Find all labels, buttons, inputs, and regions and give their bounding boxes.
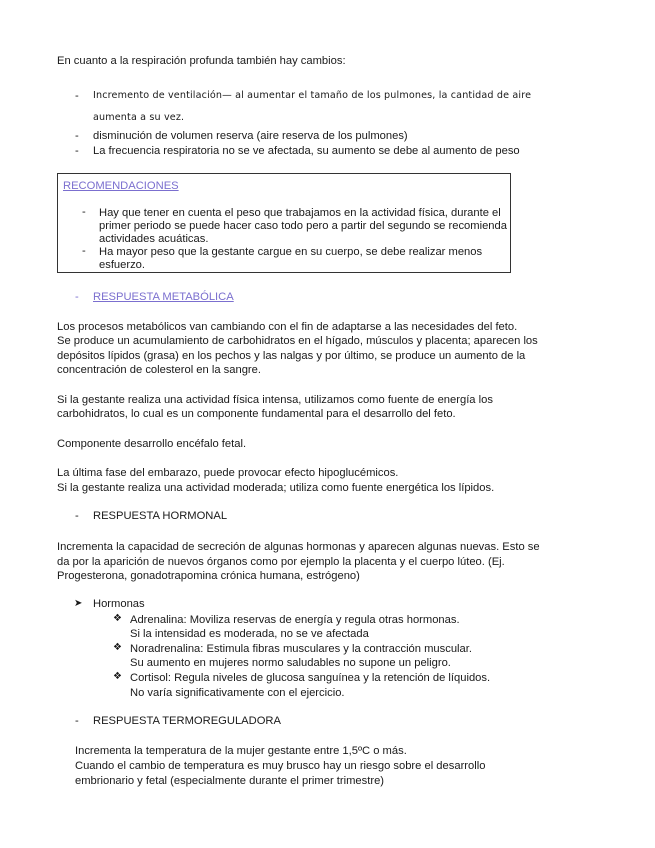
hormone-item-line: No varía significativamente con el ejercicio. — [130, 687, 345, 699]
list-item: disminución de volumen reserva (aire reserva de los pulmones) — [93, 130, 408, 142]
section-bullet: - — [75, 510, 79, 522]
text-line: da por la aparición de nuevos órganos como por ejemplo la placenta y el cuerpo lúteo. (Ej. — [57, 556, 505, 568]
recommendation-item-line: Hay que tener en cuenta el peso que trabajamos en la actividad física, durante el — [99, 207, 501, 219]
text-line: Si la gestante realiza una actividad moderada; utiliza como fuente energética los lípidos. — [57, 482, 495, 494]
text-line: Se produce un acumulamiento de carbohidratos en el hígado, músculos y placenta; aparecen los — [57, 335, 538, 347]
recommendation-item-line: esfuerzo. — [99, 259, 146, 271]
text-line: Si la gestante realiza una actividad física intensa, utilizamos como fuente de energía los — [57, 394, 493, 406]
metabolic-paragraph-3: Componente desarrollo encéfalo fetal. — [57, 438, 247, 450]
section-bullet: - — [75, 291, 79, 303]
list-bullet: - — [75, 130, 79, 142]
diamond-bullet-icon: ❖ — [113, 642, 122, 653]
text-line: embrionario y fetal (especialmente durante el primer trimestre) — [75, 775, 385, 787]
list-bullet: - — [75, 145, 79, 157]
list-item-continuation: aumenta a su vez. — [93, 112, 185, 123]
recommendation-item-line: primer periodo se puede hacer caso todo pero a partir del segundo se recomienda — [99, 220, 507, 232]
recommendation-item-line: actividades acuáticas. — [99, 233, 209, 245]
text-line: depósitos lípidos (grasa) en los pechos y las nalgas y por último, se produce un aumento de la — [57, 350, 526, 362]
hormone-item-line: Cortisol: Regula niveles de glucosa sanguínea y la retención de líquidos. — [130, 672, 491, 684]
text-line: Incrementa la temperatura de la mujer gestante entre 1,5ºC o más. — [75, 745, 407, 757]
hormone-item-line: Adrenalina: Moviliza reservas de energía y regula otras hormonas. — [130, 614, 460, 626]
hormone-item-line: Su aumento en mujeres normo saludables no supone un peligro. — [130, 657, 451, 669]
list-item: Incremento de ventilación— al aumentar el tamaño de los pulmones, la cantidad de aire — [93, 90, 532, 101]
hormone-item-line: Noradrenalina: Estimula fibras musculares y la contracción muscular. — [130, 643, 472, 655]
text-line: concentración de colesterol en la sangre. — [57, 364, 261, 376]
recommendation-item-line: Ha mayor peso que la gestante cargue en su cuerpo, se debe realizar menos — [99, 246, 483, 258]
text-line: La última fase del embarazo, puede provocar efecto hipoglucémicos. — [57, 467, 399, 479]
section-bullet: - — [75, 715, 79, 727]
text-line: carbohidratos, lo cual es un componente fundamental para el desarrollo del feto. — [57, 408, 456, 420]
list-item: La frecuencia respiratoria no se ve afectada, su aumento se debe al aumento de peso — [93, 145, 520, 157]
hormones-label: Hormonas — [93, 598, 145, 610]
intro-paragraph: En cuanto a la respiración profunda también hay cambios: — [57, 55, 346, 67]
list-bullet: - — [82, 206, 86, 218]
recommendations-title[interactable]: RECOMENDACIONES — [63, 180, 179, 192]
diamond-bullet-icon: ❖ — [113, 671, 122, 682]
list-bullet: - — [82, 245, 86, 257]
diamond-bullet-icon: ❖ — [113, 613, 122, 624]
text-line: Progesterona, gonadotrapomina crónica humana, estrógeno) — [57, 570, 360, 582]
arrow-bullet-icon: ➤ — [74, 598, 83, 609]
list-bullet: - — [75, 90, 79, 102]
hormone-item-line: Si la intensidad es moderada, no se ve afectada — [130, 628, 369, 640]
text-line: Cuando el cambio de temperatura es muy brusco hay un riesgo sobre el desarrollo — [75, 760, 486, 772]
thermo-heading: RESPUESTA TERMOREGULADORA — [93, 715, 281, 727]
text-line: Incrementa la capacidad de secreción de algunas hormonas y aparecen algunas nuevas. Esto se — [57, 541, 540, 553]
hormonal-heading: RESPUESTA HORMONAL — [93, 510, 228, 522]
text-line: Los procesos metabólicos van cambiando con el fin de adaptarse a las necesidades del feto. — [57, 321, 518, 333]
metabolic-heading[interactable]: RESPUESTA METABÓLICA — [93, 291, 234, 303]
